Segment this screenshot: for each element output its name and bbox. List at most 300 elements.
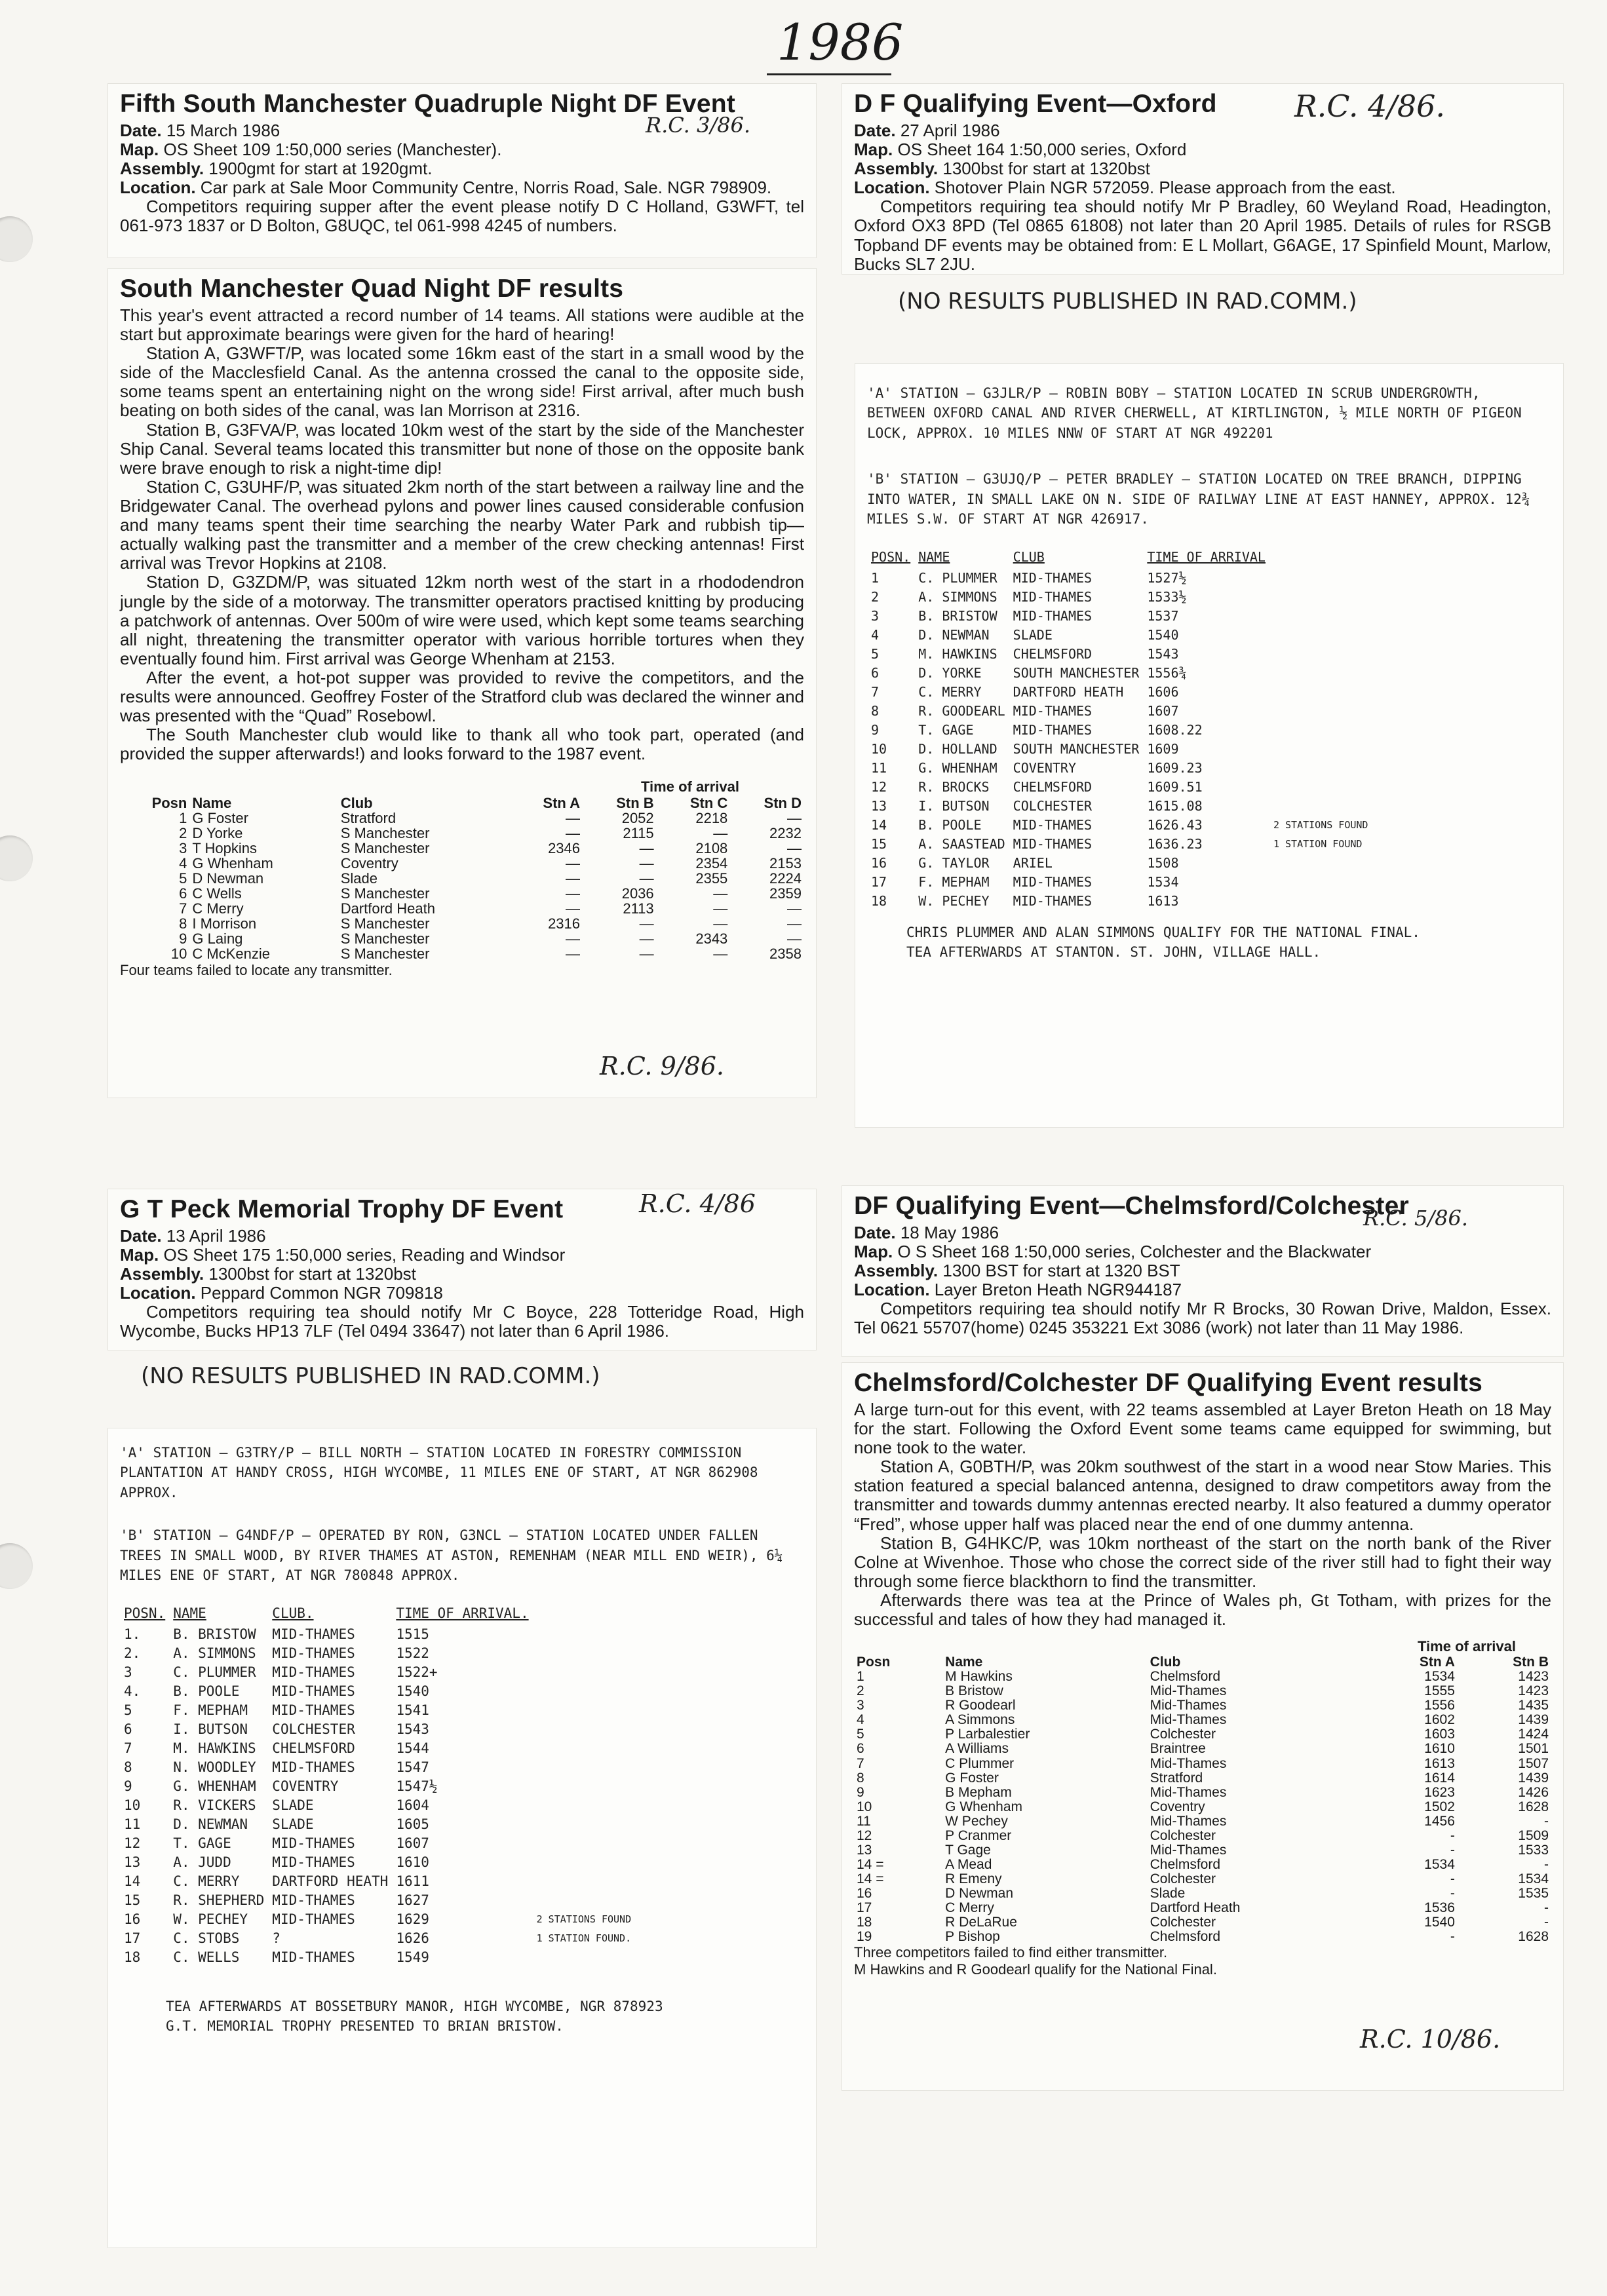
table-cell: 1628: [1518, 1799, 1549, 1814]
table-cell: 1547: [396, 1759, 429, 1776]
table-cell: I. BUTSON: [918, 798, 990, 814]
chelm-map: Map. O S Sheet 168 1:50,000 series, Colchester and the Blackwater: [854, 1242, 1372, 1261]
table-cell: 10: [871, 741, 887, 757]
table-cell: 2316: [548, 915, 581, 932]
fifth-sm-body: Competitors requiring supper after the event please notify D C Holland, G3WFT, tel 061-973 1837 or D Bolton, G8UQC, tel 061-998 4245 of numbers.: [120, 197, 804, 236]
table-row: [120, 1777, 635, 1796]
table-cell: 1556¾: [1147, 665, 1187, 681]
peck-footer-2: G.T. MEMORIAL TROPHY PRESENTED TO BRIAN BRISTOW.: [166, 2018, 564, 2035]
table-cell: I. BUTSON: [173, 1721, 248, 1738]
oxford-map: Map. OS Sheet 164 1:50,000 series, Oxford: [854, 140, 1187, 159]
table-row: [120, 811, 804, 826]
table-cell: COVENTRY: [272, 1778, 339, 1795]
table-cell: Colchester: [1150, 1871, 1216, 1886]
table-cell: R. BROCKS: [918, 779, 990, 795]
table-cell: 1610: [396, 1854, 429, 1871]
table-cell: MID-THAMES: [1013, 703, 1093, 719]
column-header: Stn B: [616, 794, 654, 811]
oxford-title: D F Qualifying Event—Oxford: [854, 90, 1217, 118]
quad-para-7: The South Manchester club would like to thank all who took part, operated (and provided the supper afterwards!) and looks forward to the 1987 event.: [120, 725, 804, 764]
table-row: [120, 1834, 635, 1853]
table-row: [854, 1915, 1551, 1930]
table-cell: 1607: [396, 1835, 429, 1852]
table-cell: Slade: [340, 870, 378, 887]
table-cell: C. MERRY: [173, 1873, 240, 1890]
table-cell: 5: [179, 870, 187, 887]
table-cell: —: [566, 809, 581, 826]
table-cell: M. HAWKINS: [918, 646, 997, 662]
table-cell: B Bristow: [945, 1683, 1003, 1699]
quad-para-5: Station D, G3ZDM/P, was situated 12km north west of the start in a rhododendron jungle by the side of a motorway. The transmitter operators practised knitting by producing a patchwork of antennas. Over 500m of wire were used, which kept some teams searching all night, threatening the transmitter operator with various horrible tortures when they eventually found him. First arrival was George Whenham at 2153.: [120, 572, 804, 668]
quad-para-4: Station C, G3UHF/P, was situated 2km north of the start between a railway line and the Bridgewater Canal. The overhead pylons and power lines caused considerable confusion and many teams spent their time searching the nearby Water Park and rubbish tip—actually walking past the transmitter and a member of the crew checking antennas! First arrival was Trevor Hopkins at 2108.: [120, 476, 804, 573]
table-row: [120, 856, 804, 871]
table-cell: 1613: [1147, 893, 1179, 909]
table-row: [120, 1948, 635, 1967]
table-cell: -: [1450, 1827, 1455, 1843]
column-header: NAME: [173, 1605, 206, 1621]
table-cell: [533, 1663, 636, 1682]
table-cell: 1609.51: [1147, 779, 1203, 795]
oxford-station-a: 'A' STATION – G3JLR/P – ROBIN BOBY – STATION LOCATED IN SCRUB UNDERGROWTH, BETWEEN OXFORD CANAL AND RIVER CHERWELL, AT KIRTLINGTON, ½ MILE NORTH OF PIGEON LOCK, APPROX. 10 MILES NNW OF START AT NGR 492201: [867, 385, 1522, 441]
quad-para-3: Station B, G3FVA/P, was located 10km west of the start by the side of the Manchester Ship Canal. Several teams located this transmitter but none of those on the opposite bank were brave enough to risk a night-time dip!: [120, 419, 804, 478]
table-cell: 3: [179, 839, 187, 856]
table-cell: 1456: [1424, 1813, 1455, 1829]
table-cell: C Merry: [192, 900, 244, 917]
table-cell: Mid-Thames: [1150, 1813, 1227, 1829]
oxford-footer-2: TEA AFTERWARDS AT STANTON. ST. JOHN, VILLAGE HALL.: [906, 944, 1321, 961]
table-cell: W Pechey: [945, 1813, 1008, 1829]
table-cell: S Manchester: [340, 824, 430, 841]
table-cell: [1269, 588, 1372, 607]
table-cell: 2354: [695, 854, 728, 871]
table-row: [867, 569, 1372, 588]
table-cell: 1515: [396, 1626, 429, 1643]
table-cell: D Newman: [945, 1885, 1014, 1901]
table-row: [867, 607, 1372, 626]
table-cell: -: [1544, 1813, 1549, 1829]
table-cell: D. HOLLAND: [918, 741, 997, 757]
table-cell: 1610: [1424, 1741, 1455, 1757]
table-cell: 1: [179, 809, 187, 826]
table-row: [854, 1684, 1551, 1698]
table-cell: 1603: [1424, 1727, 1455, 1742]
table-cell: 1534: [1518, 1871, 1549, 1886]
quad-para-6: After the event, a hot-pot supper was provided to revive the competitors, and the results were announced. Geoffrey Foster of the Stratford club was declared the winner and was presented with the “Quad” Rosebowl.: [120, 667, 804, 726]
column-header: Posn: [857, 1655, 891, 1670]
table-cell: 2232: [769, 824, 802, 841]
table-cell: 5: [857, 1727, 864, 1742]
table-cell: Dartford Heath: [340, 900, 435, 917]
table-cell: [533, 1739, 636, 1758]
table-row: [120, 931, 804, 946]
quad-title: South Manchester Quad Night DF results: [120, 275, 624, 303]
table-cell: G Whenham: [192, 854, 273, 871]
table-cell: G Foster: [945, 1770, 999, 1786]
table-cell: 12: [871, 779, 887, 795]
table-cell: MID-THAMES: [272, 1664, 355, 1681]
table-cell: 1605: [396, 1816, 429, 1833]
punch-hole-middle: [0, 835, 33, 881]
year-underline: [767, 73, 891, 75]
table-cell: 2.: [124, 1645, 141, 1662]
table-cell: 1623: [1424, 1784, 1455, 1800]
table-cell: [1269, 721, 1372, 740]
table-cell: 6: [871, 665, 880, 681]
table-cell: 1533: [1518, 1842, 1549, 1858]
table-cell: Mid-Thames: [1150, 1842, 1227, 1858]
table-cell: 2: [179, 824, 187, 841]
oxford-footer-1: CHRIS PLUMMER AND ALAN SIMMONS QUALIFY FOR THE NATIONAL FINAL.: [906, 924, 1420, 940]
peck-assembly: Assembly. 1300bst for start at 1320bst: [120, 1264, 416, 1284]
table-row: [867, 588, 1372, 607]
table-row: [867, 702, 1372, 721]
table-cell: ARIEL: [1013, 855, 1053, 871]
table-cell: 9: [871, 722, 880, 738]
table-cell: M Hawkins: [945, 1669, 1013, 1685]
table-cell: A. SAASTEAD: [918, 836, 1005, 852]
table-cell: 17: [124, 1930, 141, 1947]
table-cell: MID-THAMES: [1013, 874, 1093, 890]
chelm-footer-1: Three competitors failed to find either transmitter.: [854, 1944, 1168, 1961]
table-cell: MID-THAMES: [272, 1911, 355, 1928]
table-cell: A. SIMMONS: [173, 1645, 256, 1662]
table-cell: 4: [871, 627, 880, 643]
peck-title: G T Peck Memorial Trophy DF Event: [120, 1195, 564, 1223]
table-cell: MID-THAMES: [272, 1854, 355, 1871]
table-cell: 10: [124, 1797, 141, 1814]
table-cell: [533, 1815, 636, 1834]
table-cell: 2 STATIONS FOUND: [536, 1913, 632, 1926]
table-row: [867, 854, 1372, 873]
quad-results: [108, 269, 816, 1098]
table-row: [120, 841, 804, 856]
table-cell: G. TAYLOR: [918, 855, 990, 871]
table-cell: 1615.08: [1147, 798, 1203, 814]
table-cell: Chelmsford: [1150, 1929, 1221, 1945]
table-cell: 1423: [1518, 1683, 1549, 1699]
table-cell: MID-THAMES: [272, 1683, 355, 1700]
column-header: Stn A: [543, 794, 581, 811]
table-cell: 4: [179, 854, 187, 871]
chelm-rc-note-2: R.C. 10/86.: [1360, 2025, 1501, 2054]
oxford-handwritten-sheet: [855, 364, 1563, 1127]
table-cell: D. NEWMAN: [918, 627, 990, 643]
table-cell: C. WELLS: [173, 1949, 240, 1966]
table-cell: N. WOODLEY: [173, 1759, 256, 1776]
table-cell: Chelmsford: [1150, 1856, 1221, 1872]
table-row: [120, 1929, 635, 1948]
table-cell: 1602: [1424, 1712, 1455, 1728]
table-cell: CHELMSFORD: [1013, 779, 1093, 795]
table-cell: R. SHEPHERD: [173, 1892, 265, 1909]
table-cell: 12: [857, 1827, 872, 1843]
table-cell: G. WHENHAM: [173, 1778, 256, 1795]
table-cell: [533, 1872, 636, 1891]
table-cell: 1507: [1518, 1755, 1549, 1771]
table-cell: DARTFORD HEATH: [1013, 684, 1124, 700]
table-cell: MID-THAMES: [1013, 722, 1093, 738]
table-cell: MID-THAMES: [272, 1892, 355, 1909]
column-header: TIME OF ARRIVAL: [1147, 548, 1266, 565]
table-cell: 1544: [396, 1740, 429, 1757]
peck-station-a: 'A' STATION – G3TRY/P – BILL NORTH – STATION LOCATED IN FORESTRY COMMISSION PLANTATION AT HANDY CROSS, HIGH WYCOMBE, 11 MILES ENE OF START, AT NGR 862908 APPROX.: [120, 1445, 758, 1501]
table-cell: G Laing: [192, 930, 243, 947]
table-cell: 1534: [1424, 1856, 1455, 1872]
peck-body: Competitors requiring tea should notify Mr C Boyce, 228 Totteridge Road, High Wycombe, Bucks HP13 7LF (Tel 0494 33647) not later than 6 April 1986.: [120, 1302, 804, 1341]
table-cell: 1543: [396, 1721, 429, 1738]
chelm-res-para-2: Station A, G0BTH/P, was 20km southwest of the start in a wood near Stow Maries. This station featured a special balanced antenna, designed to draw competitors away from the transmitter and towards dummy antennas erected nearby. It also featured a dummy operator “Fred”, whose upper half was placed near the end of one dummy antenna.: [854, 1457, 1551, 1534]
table-cell: SLADE: [1013, 627, 1053, 643]
column-header: Club: [1150, 1655, 1181, 1670]
table-row: [854, 1886, 1551, 1901]
table-cell: 19: [857, 1929, 872, 1945]
table-cell: 1555: [1424, 1683, 1455, 1699]
table-cell: 1527½: [1147, 570, 1187, 586]
table-cell: 8: [179, 915, 187, 932]
peck-handwritten-sheet: [108, 1428, 816, 2248]
table-cell: —: [566, 854, 581, 871]
fifth-sm-assembly: Assembly. 1900gmt for start at 1920gmt.: [120, 159, 433, 179]
table-cell: C Plummer: [945, 1755, 1015, 1771]
table-cell: Braintree: [1150, 1741, 1206, 1757]
table-cell: 2052: [621, 809, 654, 826]
column-header: Club: [340, 794, 373, 811]
table-row: [854, 1771, 1551, 1786]
table-cell: -: [1544, 1915, 1549, 1930]
table-cell: 1 STATION FOUND: [1273, 838, 1363, 851]
table-cell: SOUTH MANCHESTER: [1013, 741, 1140, 757]
table-cell: DARTFORD HEATH: [272, 1873, 389, 1890]
table-cell: [1269, 569, 1372, 588]
table-row: [854, 1858, 1551, 1872]
table-cell: MID-THAMES: [272, 1645, 355, 1662]
table-cell: R Goodearl: [945, 1698, 1016, 1713]
table-cell: 7: [124, 1740, 132, 1757]
table-cell: 15: [124, 1892, 141, 1909]
table-cell: P Cranmer: [945, 1827, 1012, 1843]
table-cell: 2113: [623, 900, 654, 917]
table-cell: —: [566, 824, 581, 841]
column-header: Posn: [151, 794, 187, 811]
table-cell: 1626: [396, 1930, 429, 1947]
table-cell: 14 =: [857, 1856, 884, 1872]
table-cell: Mid-Thames: [1150, 1698, 1227, 1713]
table-row: [854, 1727, 1551, 1742]
table-cell: 1608.22: [1147, 722, 1203, 738]
table-cell: MID-THAMES: [272, 1835, 355, 1852]
table-cell: D. YORKE: [918, 665, 982, 681]
table-row: [867, 816, 1372, 835]
table-cell: [1269, 626, 1372, 645]
column-header: TIME OF ARRIVAL.: [396, 1605, 529, 1621]
table-cell: 1540: [1147, 627, 1179, 643]
table-cell: Slade: [1150, 1885, 1186, 1901]
table-cell: 1540: [1424, 1915, 1455, 1930]
table-cell: [533, 1644, 636, 1663]
table-cell: [1269, 892, 1372, 911]
table-cell: S Manchester: [340, 946, 430, 963]
table-cell: [533, 1834, 636, 1853]
peck-rc-note: R.C. 4/86: [639, 1189, 756, 1218]
oxford-date: Date. 27 April 1986: [854, 120, 1000, 140]
table-cell: F. MEPHAM: [173, 1702, 248, 1719]
table-row: [854, 1757, 1551, 1771]
table-cell: W. PECHEY: [918, 893, 990, 909]
peck-results-table: [120, 1605, 635, 1967]
table-row: [120, 1815, 635, 1834]
quad-para-2: Station A, G3WFT/P, was located some 16km east of the start in a small wood by the side of the Macclesfield Canal. As the antenna crossed the canal to the opposite side, some teams spent an entertaining night on the wrong side! First arrival, after much bush beating on both sides of the canal, was Ian Morrison at 2316.: [120, 343, 804, 421]
column-header: NAME: [918, 548, 950, 565]
chelm-res-para-3: Station B, G4HKC/P, was 10km northeast of the start on the north bank of the River Colne at Wivenhoe. Those who chose the correct side of the river still had to fight their way through some fierce blackthorn to find the transmitter.: [854, 1533, 1551, 1591]
table-row: [867, 626, 1372, 645]
quad-results-table: [120, 795, 804, 962]
table-cell: 1424: [1518, 1727, 1549, 1742]
table-cell: 13: [857, 1842, 872, 1858]
table-row: [120, 1758, 635, 1777]
table-cell: [1269, 683, 1372, 702]
table-cell: 1: [871, 570, 880, 586]
table-cell: Colchester: [1150, 1727, 1216, 1742]
table-cell: [533, 1758, 636, 1777]
fifth-sm-map: Map. OS Sheet 109 1:50,000 series (Manchester).: [120, 140, 502, 159]
peck-location: Location. Peppard Common NGR 709818: [120, 1283, 443, 1303]
chelm-results-table: [854, 1655, 1551, 1944]
table-cell: 1609: [1147, 741, 1179, 757]
table-cell: —: [639, 839, 654, 856]
table-row: [120, 1872, 635, 1891]
table-cell: 18: [871, 893, 887, 909]
table-cell: 7: [871, 684, 880, 700]
table-cell: 2: [871, 589, 880, 605]
table-cell: —: [787, 839, 802, 856]
table-cell: Mid-Thames: [1150, 1683, 1227, 1699]
table-row: [867, 797, 1372, 816]
table-cell: Stratford: [340, 809, 397, 826]
table-cell: C Merry: [945, 1900, 994, 1915]
table-cell: A Simmons: [945, 1712, 1015, 1728]
table-cell: R DeLaRue: [945, 1915, 1017, 1930]
table-row: [854, 1843, 1551, 1858]
table-cell: 1534: [1424, 1669, 1455, 1685]
table-cell: 1626.43: [1147, 817, 1203, 833]
table-cell: 1614: [1424, 1770, 1455, 1786]
table-cell: —: [713, 824, 728, 841]
table-cell: [533, 1720, 636, 1739]
table-row: [854, 1742, 1551, 1756]
table-cell: 8: [857, 1770, 864, 1786]
column-header: Name: [192, 794, 232, 811]
table-cell: —: [566, 946, 581, 963]
table-row: [867, 873, 1372, 892]
punch-hole-top: [0, 216, 33, 262]
table-cell: 2108: [695, 839, 728, 856]
table-row: [120, 1853, 635, 1872]
table-cell: Colchester: [1150, 1915, 1216, 1930]
table-cell: B. BRISTOW: [918, 608, 997, 624]
table-cell: 14: [871, 817, 887, 833]
chelm-location: Location. Layer Breton Heath NGR944187: [854, 1280, 1182, 1300]
fifth-sm-date: Date. 15 March 1986: [120, 120, 281, 140]
table-cell: 1426: [1518, 1784, 1549, 1800]
table-cell: 2343: [695, 930, 728, 947]
oxford-rc-note: R.C. 4/86.: [1294, 88, 1445, 124]
column-header: POSN.: [124, 1605, 166, 1621]
table-row: [867, 645, 1372, 664]
table-cell: —: [639, 930, 654, 947]
quad-para-1: This year's event attracted a record number of 14 teams. All stations were audible at the start but approximate bearings were given for the hard of hearing!: [120, 305, 804, 344]
table-cell: 18: [857, 1915, 872, 1930]
oxford-notice: [842, 84, 1563, 274]
table-cell: 1501: [1518, 1741, 1549, 1757]
table-row: [867, 683, 1372, 702]
table-cell: 5: [871, 646, 880, 662]
table-cell: [1269, 664, 1372, 683]
table-cell: MID-THAMES: [1013, 570, 1093, 586]
table-cell: 1547½: [396, 1778, 438, 1795]
table-cell: -: [1450, 1842, 1455, 1858]
table-cell: B Mepham: [945, 1784, 1012, 1800]
table-cell: 9: [179, 930, 187, 947]
table-cell: [533, 1853, 636, 1872]
table-cell: 1509: [1518, 1827, 1549, 1843]
table-cell: 14 =: [857, 1871, 884, 1886]
table-cell: D Newman: [192, 870, 264, 887]
table-cell: 1: [857, 1669, 864, 1685]
table-cell: S Manchester: [340, 915, 430, 932]
table-cell: —: [566, 885, 581, 902]
chelm-res-para-1: A large turn-out for this event, with 22 teams assembled at Layer Breton Heath on 18 May for the start. Following the Oxford Event some teams came equipped for swimming, but none took to the water.: [854, 1399, 1551, 1458]
table-cell: MID-THAMES: [1013, 836, 1093, 852]
quad-footer: Four teams failed to locate any transmitter.: [120, 961, 393, 978]
table-cell: A Mead: [945, 1856, 992, 1872]
table-cell: 1435: [1518, 1698, 1549, 1713]
table-cell: 8: [124, 1759, 132, 1776]
table-cell: Coventry: [340, 854, 398, 871]
table-cell: 1607: [1147, 703, 1179, 719]
table-cell: SLADE: [272, 1816, 314, 1833]
table-cell: C. PLUMMER: [918, 570, 997, 586]
table-cell: [533, 1701, 636, 1720]
table-cell: P Larbalestier: [945, 1727, 1030, 1742]
table-cell: S Manchester: [340, 885, 430, 902]
table-cell: [533, 1891, 636, 1910]
table-cell: 2036: [621, 885, 654, 902]
table-cell: T Hopkins: [192, 839, 257, 856]
table-cell: C. MERRY: [918, 684, 982, 700]
table-row: [120, 916, 804, 931]
fifth-sm-rc-note: R.C. 3/86.: [646, 113, 750, 138]
table-cell: 1508: [1147, 855, 1179, 871]
table-row: [867, 778, 1372, 797]
table-cell: SLADE: [272, 1797, 314, 1814]
table-cell: T. GAGE: [918, 722, 974, 738]
oxford-results-table: [867, 549, 1372, 911]
table-cell: 4: [857, 1712, 864, 1728]
table-row: [867, 759, 1372, 778]
table-row: [854, 1829, 1551, 1843]
table-cell: 2355: [695, 870, 728, 887]
table-cell: —: [713, 885, 728, 902]
table-row: [120, 1682, 635, 1701]
table-cell: [533, 1777, 636, 1796]
table-cell: G Foster: [192, 809, 248, 826]
table-cell: 2224: [769, 870, 802, 887]
table-cell: W. PECHEY: [173, 1911, 248, 1928]
table-cell: 14: [124, 1873, 141, 1890]
table-row: [867, 664, 1372, 683]
table-cell: R Emeny: [945, 1871, 1002, 1886]
chelm-body: Competitors requiring tea should notify Mr R Brocks, 30 Rowan Drive, Maldon, Essex. Tel 0621 55707(home) 0245 353221 Ext 3086 (work) not later than 11 May 1986.: [854, 1299, 1551, 1338]
